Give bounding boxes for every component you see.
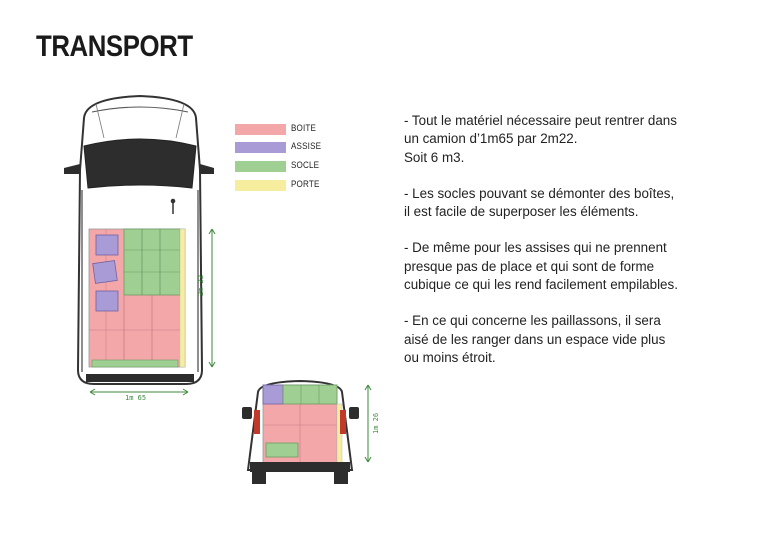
- note-4: - En ce qui concerne les paillassons, il sera aisé de les ranger dans un espace vide plus ou moins étroit.: [404, 313, 666, 365]
- legend-label-porte: PORTE: [291, 179, 320, 190]
- van-rear-view: [242, 381, 371, 484]
- legend-label-assise: ASSISE: [291, 141, 322, 152]
- dimension-rear-height: 1m 26: [372, 412, 380, 434]
- legend-label-socle: SOCLE: [291, 160, 320, 171]
- legend-label-boite: BOITE: [291, 123, 317, 134]
- page-title: TRANSPORT: [36, 30, 193, 63]
- dimension-top-width: 1m 65: [125, 394, 147, 402]
- note-1: - Tout le matériel nécessaire peut rentrer dans un camion d’1m65 par 2m22. Soit 6 m3.: [404, 113, 677, 165]
- note-3: - De même pour les assises qui ne prennent presque pas de place et qui sont de forme cubique ce qui les rend facilement empilables.: [404, 240, 678, 293]
- note-2: - Les socles pouvant se démonter des boîtes, il est facile de superposer les éléments.: [404, 185, 675, 220]
- van-top-view: [64, 96, 215, 395]
- dimension-top-length: 2m 22: [197, 274, 205, 296]
